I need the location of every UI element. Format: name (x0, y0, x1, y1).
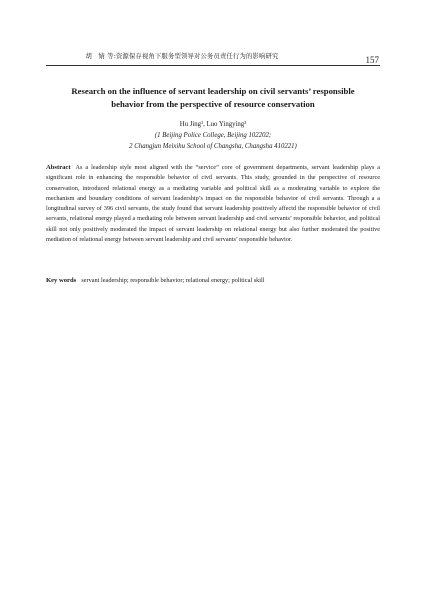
keywords-label: Key words (46, 277, 77, 284)
abstract (46, 163, 380, 245)
header-rule (46, 65, 380, 66)
page-number: 157 (365, 55, 379, 65)
affiliation-1: (1 Beijing Police College, Beijing 102202; (154, 132, 272, 139)
running-head: 胡 婧 等:资源保存视角下服务型领导对公务员责任行为的影响研究 (85, 53, 279, 60)
authors: Hu Jing¹, Luo Yingying² (179, 121, 247, 128)
article-title (55, 85, 371, 111)
abstract-label: Abstract (46, 164, 71, 171)
affiliation-2: 2 Changjun Meixihu School of Changsha, Changsha 410221) (129, 143, 297, 150)
title-line-2: behavior from the perspective of resource conservation (111, 99, 315, 109)
title-line-1: Research on the influence of servant leadership on civil servants’ responsible (71, 86, 355, 96)
keywords (46, 276, 380, 286)
keywords-text: servant leadership; responsible behavior; relational energy; political skill (81, 277, 265, 284)
abstract-text: As a leadership style most aligned with the “service” core of government departments, servant leadership plays a significant role in enhancing the responsible behavior of civil servants. This study, grounded in the perspective of resource conservation, introduced relational energy as a mediating variable and political skill as a moderating variable to explore the mechanism and boundary conditions of servant leadership’s impact on the responsible behavior of civil servants. Through a a longitudinal survey of 396 civil servants, the study found that servant leadership positively affectd the responsible behavior of civil servants, relational energy played a mediating role between servant leadership and civil servants’ responsible behavior, and political skill not only positively moderated the impact of servant leadership on relational energy but also further moderated the positive mediation of relational energy between servant leadership and civil servants’ responsible behavior. (46, 164, 380, 243)
